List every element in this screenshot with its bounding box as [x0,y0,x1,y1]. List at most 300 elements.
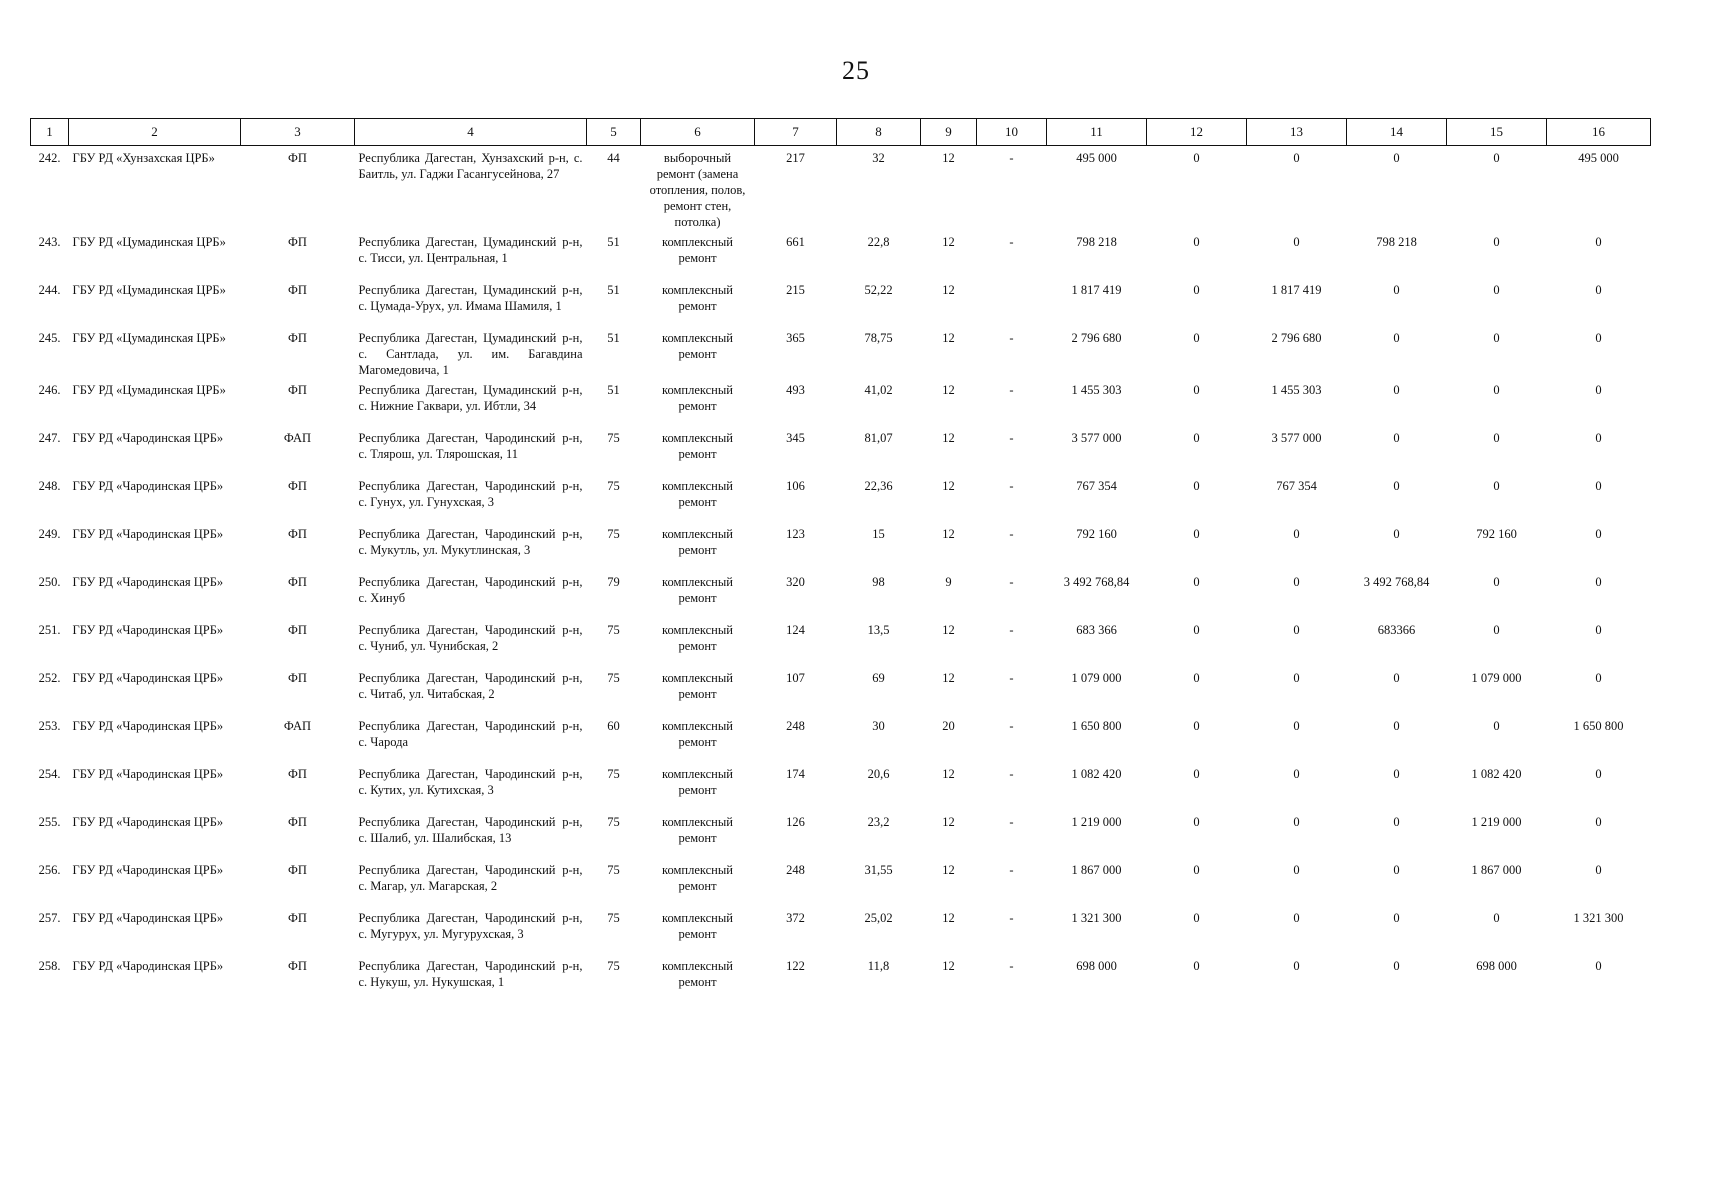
cell-col-15: 0 [1493,479,1500,493]
cell-col-7: 248 [786,719,805,733]
table-row [31,858,1651,906]
cell-col-6: комплексный ремонт [662,527,733,557]
facility-type: ФП [288,623,307,637]
cell-col-8: 78,75 [864,331,893,345]
cell-col-9: 12 [942,331,955,345]
cell-col-12: 0 [1193,283,1200,297]
cell-col-8: 52,22 [864,283,893,297]
cell-col-8: 30 [872,719,885,733]
cell-col-13: 0 [1293,623,1300,637]
cell-col-6: комплексный ремонт [662,863,733,893]
cell-col-14: 0 [1393,383,1400,397]
organization-name: ГБУ РД «Чародинская ЦРБ» [72,911,224,925]
cell-col-13: 3 577 000 [1271,431,1322,445]
cell-col-5: 51 [607,235,620,249]
organization-name: ГБУ РД «Цумадинская ЦРБ» [72,283,226,297]
cell-col-16: 1 650 800 [1573,719,1624,733]
organization-name: ГБУ РД «Чародинская ЦРБ» [72,767,224,781]
column-header-10: 10 [977,119,1047,146]
row-number: 250. [38,575,61,589]
cell-col-7: 372 [786,911,805,925]
cell-col-9: 12 [942,235,955,249]
cell-col-11: 1 219 000 [1071,815,1122,829]
cell-col-8: 32 [872,151,885,165]
table-body [31,146,1651,1003]
cell-col-14: 0 [1393,911,1400,925]
cell-col-9: 12 [942,767,955,781]
cell-col-8: 15 [872,527,885,541]
cell-col-10: - [1009,235,1014,249]
cell-col-5: 75 [607,479,620,493]
cell-col-5: 75 [607,527,620,541]
organization-name: ГБУ РД «Чародинская ЦРБ» [72,623,224,637]
cell-col-11: 3 492 768,84 [1063,575,1130,589]
cell-col-16: 0 [1595,431,1602,445]
cell-col-14: 0 [1393,863,1400,877]
cell-col-6: комплексный ремонт [662,815,733,845]
column-header-1: 1 [31,119,69,146]
column-header-15: 15 [1447,119,1547,146]
cell-col-11: 1 650 800 [1071,719,1122,733]
cell-col-14: 798 218 [1376,235,1417,249]
cell-col-16: 0 [1595,383,1602,397]
cell-col-9: 12 [942,383,955,397]
facility-address: Республика Дагестан, Чародинский р-н, с. Чарода [358,719,583,749]
facility-address: Республика Дагестан, Чародинский р-н, с. Чуниб, ул. Чунибская, 2 [358,623,583,653]
cell-col-16: 1 321 300 [1573,911,1624,925]
cell-col-10: - [1009,479,1014,493]
facility-address: Республика Дагестан, Чародинский р-н, с. Шалиб, ул. Шалибская, 13 [358,815,583,845]
cell-col-11: 1 817 419 [1071,283,1122,297]
cell-col-15: 0 [1493,431,1500,445]
cell-col-15: 0 [1493,383,1500,397]
facility-type: ФАП [283,431,312,445]
cell-col-9: 12 [942,151,955,165]
table-row [31,378,1651,426]
facility-address: Республика Дагестан, Чародинский р-н, с. Нукуш, ул. Нукушская, 1 [358,959,583,989]
cell-col-11: 792 160 [1076,527,1117,541]
cell-col-8: 23,2 [867,815,890,829]
cell-col-8: 20,6 [867,767,890,781]
cell-col-9: 12 [942,959,955,973]
cell-col-6: комплексный ремонт [662,283,733,313]
row-number: 251. [38,623,61,637]
cell-col-9: 9 [945,575,952,589]
cell-col-9: 12 [942,431,955,445]
facility-type: ФП [288,331,307,345]
cell-col-16: 0 [1595,235,1602,249]
cell-col-13: 0 [1293,575,1300,589]
cell-col-13: 0 [1293,151,1300,165]
table-row [31,906,1651,954]
cell-col-14: 0 [1393,283,1400,297]
cell-col-13: 1 455 303 [1271,383,1322,397]
cell-col-7: 215 [786,283,805,297]
facility-address: Республика Дагестан, Цумадинский р-н, с. Сантлада, ул. им. Багавдина Магомедовича, 1 [358,331,583,377]
row-number: 244. [38,283,61,297]
cell-col-6: комплексный ремонт [662,331,733,361]
cell-col-12: 0 [1193,671,1200,685]
cell-col-11: 683 366 [1076,623,1117,637]
row-number: 256. [38,863,61,877]
cell-col-5: 79 [607,575,620,589]
cell-col-16: 0 [1595,479,1602,493]
cell-col-14: 0 [1393,959,1400,973]
cell-col-14: 0 [1393,767,1400,781]
cell-col-6: комплексный ремонт [662,671,733,701]
table-row [31,326,1651,378]
facility-type: ФП [288,671,307,685]
cell-col-10: - [1009,527,1014,541]
facility-type: ФП [288,911,307,925]
cell-col-11: 3 577 000 [1071,431,1122,445]
cell-col-10: - [1009,671,1014,685]
cell-col-11: 1 867 000 [1071,863,1122,877]
cell-col-15: 1 082 420 [1471,767,1522,781]
cell-col-10: - [1009,331,1014,345]
cell-col-6: комплексный ремонт [662,623,733,653]
cell-col-13: 0 [1293,959,1300,973]
cell-col-7: 126 [786,815,805,829]
cell-col-13: 0 [1293,863,1300,877]
row-number: 254. [38,767,61,781]
cell-col-5: 75 [607,815,620,829]
table-row [31,278,1651,326]
column-header-14: 14 [1347,119,1447,146]
cell-col-9: 12 [942,623,955,637]
cell-col-7: 320 [786,575,805,589]
cell-col-10: - [1009,719,1014,733]
cell-col-14: 0 [1393,671,1400,685]
cell-col-5: 75 [607,431,620,445]
cell-col-15: 792 160 [1476,527,1517,541]
cell-col-8: 98 [872,575,885,589]
organization-name: ГБУ РД «Чародинская ЦРБ» [72,671,224,685]
cell-col-15: 698 000 [1476,959,1517,973]
facility-address: Республика Дагестан, Чародинский р-н, с. Тлярош, ул. Тлярошская, 11 [358,431,583,461]
cell-col-8: 81,07 [864,431,893,445]
table-row [31,810,1651,858]
cell-col-13: 0 [1293,235,1300,249]
facility-type: ФАП [283,719,312,733]
cell-col-5: 44 [607,151,620,165]
cell-col-16: 0 [1595,331,1602,345]
cell-col-6: комплексный ремонт [662,719,733,749]
cell-col-6: комплексный ремонт [662,431,733,461]
column-header-4: 4 [355,119,587,146]
cell-col-15: 0 [1493,235,1500,249]
cell-col-12: 0 [1193,431,1200,445]
cell-col-16: 0 [1595,815,1602,829]
cell-col-14: 0 [1393,479,1400,493]
row-number: 255. [38,815,61,829]
facility-address: Республика Дагестан, Цумадинский р-н, с. Цумада-Урух, ул. Имама Шамиля, 1 [358,283,583,313]
table-row [31,762,1651,810]
table-row [31,230,1651,278]
column-header-6: 6 [641,119,755,146]
facility-type: ФП [288,863,307,877]
cell-col-11: 767 354 [1076,479,1117,493]
column-header-11: 11 [1047,119,1147,146]
cell-col-9: 12 [942,527,955,541]
cell-col-8: 41,02 [864,383,893,397]
column-header-5: 5 [587,119,641,146]
cell-col-9: 12 [942,911,955,925]
cell-col-11: 798 218 [1076,235,1117,249]
cell-col-9: 20 [942,719,955,733]
cell-col-10: - [1009,151,1014,165]
cell-col-5: 75 [607,863,620,877]
table-header-row [31,119,1651,146]
row-number: 257. [38,911,61,925]
cell-col-16: 0 [1595,959,1602,973]
cell-col-6: комплексный ремонт [662,767,733,797]
cell-col-13: 0 [1293,767,1300,781]
cell-col-5: 75 [607,623,620,637]
cell-col-10: - [1009,767,1014,781]
cell-col-14: 0 [1393,151,1400,165]
cell-col-5: 75 [607,959,620,973]
cell-col-8: 31,55 [864,863,893,877]
cell-col-15: 0 [1493,151,1500,165]
organization-name: ГБУ РД «Цумадинская ЦРБ» [72,331,226,345]
cell-col-7: 248 [786,863,805,877]
facility-address: Республика Дагестан, Чародинский р-н, с. Мугурух, ул. Мугурухская, 3 [358,911,583,941]
facility-type: ФП [288,815,307,829]
cell-col-16: 495 000 [1578,151,1619,165]
cell-col-10: - [1009,911,1014,925]
cell-col-13: 2 796 680 [1271,331,1322,345]
cell-col-13: 0 [1293,719,1300,733]
cell-col-7: 217 [786,151,805,165]
cell-col-9: 12 [942,283,955,297]
cell-col-9: 12 [942,815,955,829]
cell-col-15: 0 [1493,331,1500,345]
cell-col-7: 107 [786,671,805,685]
organization-name: ГБУ РД «Цумадинская ЦРБ» [72,383,226,397]
facility-type: ФП [288,527,307,541]
organization-name: ГБУ РД «Чародинская ЦРБ» [72,719,224,733]
cell-col-14: 0 [1393,815,1400,829]
cell-col-6: комплексный ремонт [662,959,733,989]
cell-col-12: 0 [1193,815,1200,829]
column-header-8: 8 [837,119,921,146]
cell-col-12: 0 [1193,767,1200,781]
cell-col-15: 0 [1493,283,1500,297]
cell-col-5: 75 [607,767,620,781]
organization-name: ГБУ РД «Хунзахская ЦРБ» [72,151,215,165]
cell-col-7: 174 [786,767,805,781]
cell-col-6: комплексный ремонт [662,235,733,265]
row-number: 258. [38,959,61,973]
table-row [31,426,1651,474]
cell-col-7: 124 [786,623,805,637]
cell-col-8: 11,8 [867,959,890,973]
table-row [31,666,1651,714]
facility-address: Республика Дагестан, Чародинский р-н, с. Гунух, ул. Гунухская, 3 [358,479,583,509]
cell-col-12: 0 [1193,331,1200,345]
column-header-13: 13 [1247,119,1347,146]
organization-name: ГБУ РД «Чародинская ЦРБ» [72,815,224,829]
cell-col-7: 106 [786,479,805,493]
cell-col-6: комплексный ремонт [662,911,733,941]
cell-col-14: 0 [1393,431,1400,445]
cell-col-6: комплексный ремонт [662,383,733,413]
facility-address: Республика Дагестан, Чародинский р-н, с. Кутих, ул. Кутихская, 3 [358,767,583,797]
cell-col-11: 2 796 680 [1071,331,1122,345]
organization-name: ГБУ РД «Цумадинская ЦРБ» [72,235,226,249]
cell-col-14: 0 [1393,527,1400,541]
cell-col-12: 0 [1193,383,1200,397]
organization-name: ГБУ РД «Чародинская ЦРБ» [72,575,224,589]
cell-col-15: 1 867 000 [1471,863,1522,877]
cell-col-12: 0 [1193,527,1200,541]
cell-col-8: 22,36 [864,479,893,493]
cell-col-16: 0 [1595,623,1602,637]
column-header-9: 9 [921,119,977,146]
cell-col-5: 51 [607,331,620,345]
facility-type: ФП [288,283,307,297]
table-row [31,474,1651,522]
organization-name: ГБУ РД «Чародинская ЦРБ» [72,479,224,493]
cell-col-11: 495 000 [1076,151,1117,165]
facility-address: Республика Дагестан, Хунзахский р-н, с. Баитль, ул. Гаджи Гасангусейнова, 27 [358,151,583,181]
cell-col-6: комплексный ремонт [662,479,733,509]
document-table [30,118,1651,1002]
cell-col-12: 0 [1193,719,1200,733]
cell-col-8: 22,8 [867,235,890,249]
row-number: 247. [38,431,61,445]
cell-col-15: 0 [1493,911,1500,925]
column-header-12: 12 [1147,119,1247,146]
organization-name: ГБУ РД «Чародинская ЦРБ» [72,431,224,445]
cell-col-12: 0 [1193,151,1200,165]
cell-col-15: 0 [1493,575,1500,589]
cell-col-9: 12 [942,479,955,493]
cell-col-13: 767 354 [1276,479,1317,493]
cell-col-16: 0 [1595,863,1602,877]
cell-col-16: 0 [1595,575,1602,589]
cell-col-5: 75 [607,911,620,925]
facility-address: Республика Дагестан, Чародинский р-н, с. Хинуб [358,575,583,605]
cell-col-5: 60 [607,719,620,733]
facility-type: ФП [288,235,307,249]
table-row [31,570,1651,618]
cell-col-15: 1 079 000 [1471,671,1522,685]
organization-name: ГБУ РД «Чародинская ЦРБ» [72,959,224,973]
row-number: 248. [38,479,61,493]
cell-col-13: 1 817 419 [1271,283,1322,297]
column-header-3: 3 [241,119,355,146]
row-number: 243. [38,235,61,249]
row-number: 245. [38,331,61,345]
cell-col-11: 1 079 000 [1071,671,1122,685]
table-row [31,522,1651,570]
document-table-container [30,118,1650,1002]
facility-type: ФП [288,575,307,589]
organization-name: ГБУ РД «Чародинская ЦРБ» [72,863,224,877]
cell-col-15: 0 [1493,623,1500,637]
row-number: 252. [38,671,61,685]
cell-col-7: 493 [786,383,805,397]
cell-col-16: 0 [1595,283,1602,297]
facility-type: ФП [288,479,307,493]
cell-col-14: 0 [1393,719,1400,733]
row-number: 249. [38,527,61,541]
cell-col-8: 13,5 [867,623,890,637]
cell-col-10: - [1009,863,1014,877]
cell-col-11: 1 082 420 [1071,767,1122,781]
facility-address: Республика Дагестан, Цумадинский р-н, с. Нижние Гаквари, ул. Ибтли, 34 [358,383,583,413]
cell-col-8: 25,02 [864,911,893,925]
cell-col-9: 12 [942,863,955,877]
column-header-16: 16 [1547,119,1651,146]
cell-col-5: 51 [607,383,620,397]
cell-col-12: 0 [1193,959,1200,973]
cell-col-5: 75 [607,671,620,685]
table-row [31,954,1651,1002]
column-header-2: 2 [69,119,241,146]
facility-address: Республика Дагестан, Чародинский р-н, с. Магар, ул. Магарская, 2 [358,863,583,893]
cell-col-13: 0 [1293,527,1300,541]
cell-col-10 [977,278,1047,326]
cell-col-12: 0 [1193,863,1200,877]
cell-col-11: 698 000 [1076,959,1117,973]
cell-col-10: - [1009,431,1014,445]
cell-col-5: 51 [607,283,620,297]
cell-col-6: выборочный ремонт (замена отопления, полов, ремонт стен, потолка) [649,151,746,229]
facility-type: ФП [288,959,307,973]
cell-col-14: 0 [1393,331,1400,345]
table-row [31,714,1651,762]
cell-col-14: 3 492 768,84 [1363,575,1430,589]
cell-col-12: 0 [1193,235,1200,249]
cell-col-10: - [1009,959,1014,973]
cell-col-7: 122 [786,959,805,973]
cell-col-16: 0 [1595,527,1602,541]
cell-col-11: 1 455 303 [1071,383,1122,397]
cell-col-16: 0 [1595,671,1602,685]
cell-col-12: 0 [1193,575,1200,589]
cell-col-12: 0 [1193,911,1200,925]
cell-col-7: 345 [786,431,805,445]
table-row [31,618,1651,666]
facility-address: Республика Дагестан, Чародинский р-н, с. Мукутль, ул. Мукутлинская, 3 [358,527,583,557]
cell-col-10: - [1009,815,1014,829]
cell-col-7: 365 [786,331,805,345]
cell-col-13: 0 [1293,815,1300,829]
cell-col-11: 1 321 300 [1071,911,1122,925]
cell-col-16: 0 [1595,767,1602,781]
row-number: 246. [38,383,61,397]
cell-col-9: 12 [942,671,955,685]
table-row [31,146,1651,231]
cell-col-12: 0 [1193,479,1200,493]
facility-type: ФП [288,151,307,165]
facility-address: Республика Дагестан, Цумадинский р-н, с. Тисси, ул. Центральная, 1 [358,235,583,265]
cell-col-7: 123 [786,527,805,541]
organization-name: ГБУ РД «Чародинская ЦРБ» [72,527,224,541]
cell-col-15: 1 219 000 [1471,815,1522,829]
cell-col-7: 661 [786,235,805,249]
cell-col-10: - [1009,575,1014,589]
row-number: 242. [38,151,61,165]
facility-address: Республика Дагестан, Чародинский р-н, с. Читаб, ул. Читабская, 2 [358,671,583,701]
page-number: 25 [842,56,870,85]
cell-col-15: 0 [1493,719,1500,733]
cell-col-8: 69 [872,671,885,685]
facility-type: ФП [288,767,307,781]
